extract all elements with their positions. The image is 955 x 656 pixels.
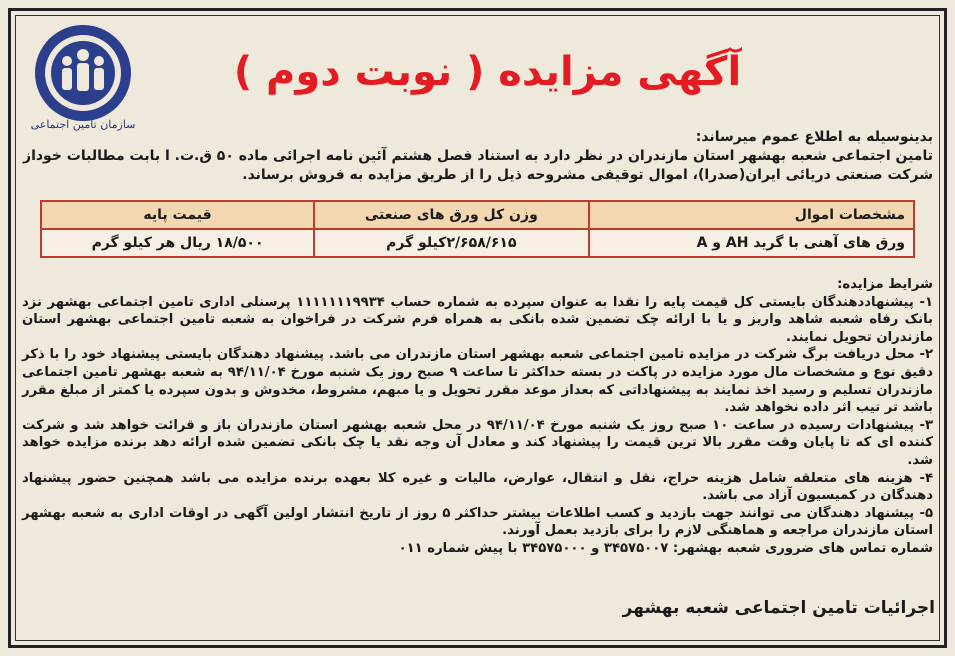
- intro-line: شرکت صنعتی دریائی ایران(صدرا)، اموال توقیفی مشروحه ذیل را از طریق مزایده به فروش برساند.: [242, 167, 933, 183]
- condition-item: ۱- پیشنهاددهندگان بایستی کل قیمت پایه را نقدا به عنوان سپرده به شماره حساب ۱۱۱۱۱۱۱۹۹۳۴ پرسنلی اداری تامین اجتماعی بهشهر نزد بانک رفاه شعبه شاهد واریز و یا با ارائه چک تضمین شده بانکی به همراه فرم شرکت در فراخوان به شعبه تامین اجتماعی بهشهر استان مازندران تحویل نمایند.: [22, 294, 933, 345]
- condition-item: ۳- پیشنهادات رسیده در ساعت ۱۰ صبح روز یک شنبه مورخ ۹۴/۱۱/۰۴ در محل شعبه بهشهر استان مازندران باز و قرائت خواهد شد و شرکت کننده ای که تا پایان وقت مقرر بالا ترین قیمت را پیشنهاد کند و معادل آن وجه نقد یا چک بانکی تضمین شده ارائه دهد برنده مزایده خواهد شد.: [22, 417, 934, 468]
- condition-item: ۴- هزینه های متعلقه شامل هزینه حراج، نقل و انتقال، عوارض، مالیات و غیره کلا بعهده برنده مزایده می باشد همچنین حضور پیشنهاد دهندگان در کمیسیون آزاد می باشد.: [22, 470, 933, 504]
- intro-paragraph: [22, 128, 933, 185]
- header-total-weight: وزن کل ورق های صنعتی: [314, 201, 588, 229]
- cell-total-weight: ۲/۶۵۸/۶۱۵کیلو گرم: [314, 229, 588, 257]
- header-asset-spec: مشخصات اموال: [589, 201, 914, 229]
- notice-title: آگهی مزایده ( نوبت دوم ): [233, 49, 742, 95]
- logo-caption: سازمان تامین اجتماعی: [30, 118, 136, 131]
- table-header-row: [41, 201, 914, 229]
- intro-line: بدینوسیله به اطلاع عموم میرساند:: [695, 129, 933, 145]
- cell-asset-spec: ورق های آهنی با گرید AH و A: [589, 229, 914, 257]
- cell-base-price: ۱۸/۵۰۰ ریال هر کیلو گرم: [41, 229, 314, 257]
- condition-item: ۲- محل دریافت برگ شرکت در مزایده تامین اجتماعی شعبه بهشهر استان مازندران می باشد. پیشنهاد دهندگان بایستی پیشنهاد خود را با ذکر دقیق نوع و مشخصات مال مورد مزایده در پاکت در بسته حداکثر تا ساعت ۹ صبح روز یک شنبه مورخ ۹۴/۱۱/۰۴ به شعبه بهشهر تامین اجتماعی مازندران تسلیم و رسید اخذ نمایند به پیشنهاداتی که بعداز موعد مقرر تحویل و یا مبهم، مشروط، مخدوش و بدون سپرده یا کمتر از مبلغ مقرر باشد تر تیب اثر داده نخواهد شد.: [22, 347, 933, 416]
- asset-table: [40, 200, 915, 258]
- auction-conditions: [22, 276, 933, 558]
- header-base-price: قیمت پایه: [41, 201, 314, 229]
- signature: اجرائیات تامین اجتماعی شعبه بهشهر: [622, 598, 935, 618]
- table-row: [41, 229, 914, 257]
- contact-numbers: شماره تماس های ضروری شعبه بهشهر: ۳۴۵۷۵۰۰۷ و ۳۴۵۷۵۰۰۰ با پیش شماره ۰۱۱: [398, 540, 933, 556]
- condition-item: ۵- پیشنهاد دهندگان می توانند جهت بازدید و کسب اطلاعات بیشتر حداکثر ۵ روز از تاریخ انتشار اولین آگهی در اوقات اداری به شعبه بهشهر استان مازندران مراجعه و هماهنگی لازم را برای بازدید بعمل آورند.: [22, 505, 933, 539]
- conditions-heading: شرایط مزایده:: [837, 277, 933, 292]
- intro-line: تامین اجتماعی شعبه بهشهر استان مازندران در نظر دارد به استناد فصل هشتم آئین نامه اجرائی ماده ۵۰ ق.ت. ا بابت مطالبات خوداز: [23, 148, 933, 164]
